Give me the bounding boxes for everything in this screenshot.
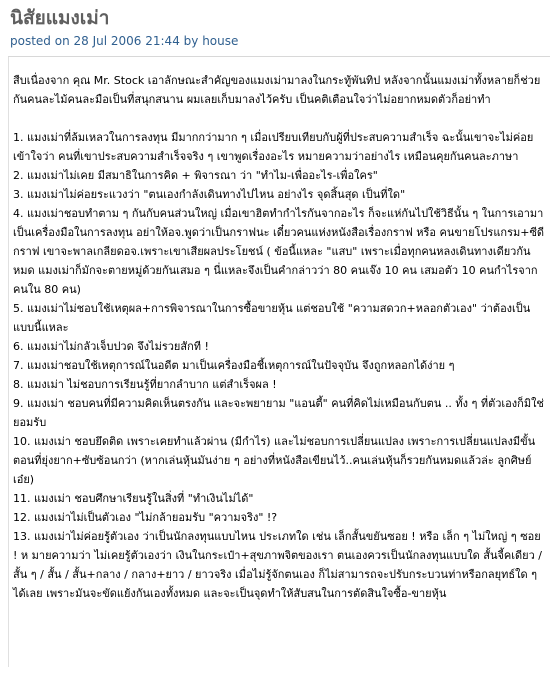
list-item: 6. แมงเม่าไม่กลัวเจ็บปวด จึงไม่รวยสักที ! — [13, 340, 209, 353]
paragraph-spacer — [13, 109, 546, 128]
list-item: 7. แมงเม่าชอบใช้เหตุการณ์ในอดีต มาเป็นเครื่องมือชี้เหตุการณ์ในปัจจุบัน จึงถูกหลอกได้ง่าย ๆ — [13, 359, 455, 372]
list-item: 3. แมงเม่าไม่ค่อยระแวงว่า "ตนเองกำลังเดินทางไปไหน อย่างไร จุดสิ้นสุด เป็นที่ใด" — [13, 188, 406, 201]
rule-list — [13, 128, 546, 603]
list-item: 8. แมงเม่า ไม่ชอบการเรียนรู้ที่ยากลำบาก แต่สำเร็จผล ! — [13, 378, 277, 391]
list-item: 2. แมงเม่าไม่เคย มีสมาธิในการคิด + พิจารณา ว่า "ทำไม-เพื่ออะไร-เพื่อใคร" — [13, 169, 378, 182]
meta-prefix: posted on — [10, 34, 70, 48]
post-meta — [10, 33, 548, 49]
meta-by: by — [183, 34, 199, 48]
list-item: 9. แมงเม่า ชอบคนที่มีความคิดเห็นตรงกัน และจะพยายาม "แอนตี้" คนที่คิดไม่เหมือนกับตน .. ทั้ง ๆ ที่ตัวเองก็มิใช่ยอมรับ — [13, 397, 544, 429]
list-item: 10. แมงเม่า ชอบยึดติด เพราะเคยทำแล้วผ่าน (มีกำไร) และไม่ชอบการเปลี่ยนแปลง เพราะการเปลี่ยนแปลงมีขั้นตอนที่ยุ่งยาก+ซับซ้อนกว่า (หากเล่นหุ้นมันง่าย ๆ อย่างที่หนังสือเขียนไว้..คนเล่นหุ้นก็รวยกันหมดแล้วล่ะ ลูกศิษย์เอ๋ย) — [13, 435, 536, 486]
list-item: 5. แมงเม่าไม่ชอบใช้เหตุผล+การพิจารณาในการซื้อขายหุ้น แต่ชอบใช้ "ความสดวก+หลอกตัวเอง" ว่าต้องเป็นแบบนี้แหละ — [13, 302, 531, 334]
list-item: 12. แมงเม่าไม่เป็นตัวเอง "ไม่กล้ายอมรับ "ความจริง" !? — [13, 511, 278, 524]
post-intro: สืบเนื่องจาก คุณ Mr. Stock เอาลักษณะสำคัญของแมงเม่ามาลงในกระทู้พันทิป หลังจากนั้นแมงเม่าทั้งหลายก็ช่วยกันคนละไม้คนละมือเป็นที่สนุกสนาน ผมเลยเก็บมาลงไว้ครับ เป็นคติเตือนใจว่าไม่อยากหมดตัวก็อย่าทำ — [13, 74, 541, 106]
post-header — [0, 0, 558, 49]
list-item: 13. แมงเม่าไม่ค่อยรู้ตัวเอง ว่าเป็นนักลงทุนแบบไหน ประเภทใด เช่น เล็กสั้นขยันซอย ! หรือ เล็ก ๆ ไม่ใหญ่ ๆ ซอย ! ห มายความว่า ไม่เคยรู้ตัวเองว่า เงินในกระเป๋า+สุขภาพจิตของเรา ตนเองควรเป็นนักลงทุนแบบใด สั้นจี้คเดียว / สั้น ๆ / สั้น / สั้น+กลาง / กลาง+ยาว / ยาวจริง เมื่อไม่รู้จักตนเอง ก็ไม่สามารถจะปรับกระบวนท่าหรือกลยุทธ์ใด ๆ ได้เลย เพราะมันจะขัดแย้งกันเองทั้งหมด และจะเป็นจุดทำให้สับสนในการตัดสินใจซื้อ-ขายหุ้น — [13, 530, 542, 600]
list-item: 4. แมงเม่าชอบทำตาม ๆ กันกับคนส่วนใหญ่ เมื่อเขาฮิตทำกำไรกันจากอะไร ก็จะแห่กันไปใช้วิธีนั้น ๆ ในการเอามาเป็นเครื่องมือในการลงทุน อย่าให้อจ.พูดว่าเป็นกราฟนะ เดี๋ยวคนแห่งหนังสือเรื่องกราฟ หรือ คนขายโปรแกรม+ซีดี กราฟ เขาจะพาลเกลียดอจ.เพราะเขาเสียผลประโยชน์ ( ข้อนี้แหละ "แสบ" เพราะเมื่อทุกคนหลงเดินทางเดียวกันหมด แมงเม่าก็มักจะตายหมู่ด้วยกันเสมอ ๆ นี่แหละจึงเป็นคำกล่าวว่า 80 คนเจ๊ง 10 คน เสมอตัว 10 คนกำไรจากคนใน 80 คน) — [13, 207, 545, 296]
post-date: 28 Jul 2006 21:44 — [73, 34, 180, 48]
post-title: นิสัยแมงเม่า — [10, 7, 110, 29]
list-item: 1. แมงเม่าที่ล้มเหลวในการลงทุน มีมากกว่ามาก ๆ เมื่อเปรียบเทียบกับผู้ที่ประสบความสำเร็จ ฉะนั้นเขาจะไม่ค่อยเข้าใจว่า คนที่เขาประสบความสำเร็จจริง ๆ เขาพูดเรื่องอะไร หมายความว่าอย่างไร เหมือนคุยกันคนละภาษา — [13, 131, 534, 163]
author-link[interactable]: house — [202, 34, 239, 48]
post-body — [8, 57, 550, 667]
list-item: 11. แมงเม่า ชอบศึกษาเรียนรู้ในสิ่งที่ "ทำเงินไม่ได้" — [13, 492, 254, 505]
